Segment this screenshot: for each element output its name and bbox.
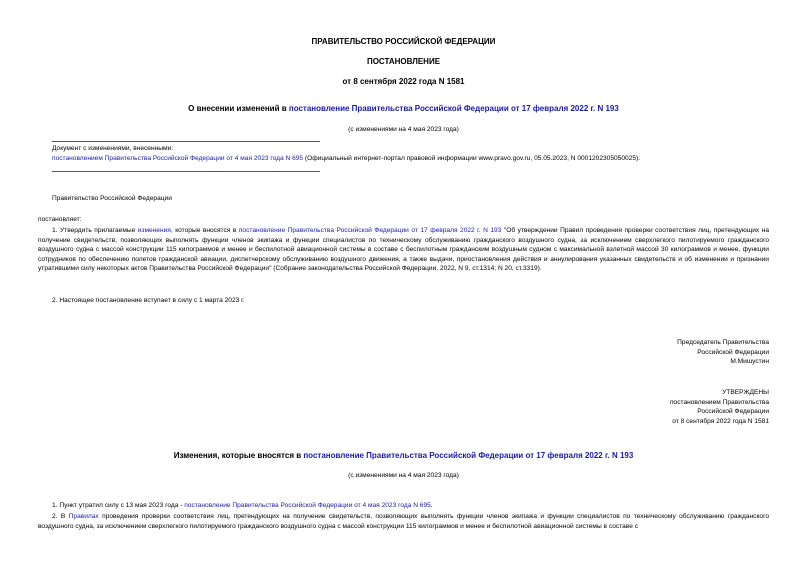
paragraph-2: 2. Настоящее постановление вступает в силу с 1 марта 2023 г.	[52, 297, 245, 304]
amending-decree-link[interactable]: постановлением Правительства Российской Федерации от 4 мая 2023 года N 695	[52, 154, 304, 162]
doc-title	[0, 103, 807, 115]
changes-edition-note: (с изменениями на 4 мая 2023 года)	[348, 472, 459, 479]
doc-title-prefix: О внесении изменений в	[188, 104, 289, 113]
changes-box-label: Документ с изменениями, внесенными:	[52, 145, 174, 152]
approved-country: Российской Федерации	[697, 408, 769, 416]
p1-text-b: , которые вносятся в	[170, 227, 239, 234]
changes-link[interactable]: изменения	[137, 227, 171, 234]
repeal-decree-link[interactable]: постановление Правительства Российской Федерации от 4 мая 2023 года N 695	[184, 502, 431, 509]
decree-193-link[interactable]: постановление Правительства Российской Федерации от 17 февраля 2022 г. N 193	[238, 227, 502, 234]
signature-title: Председатель Правительства	[677, 339, 769, 346]
changes-item-1	[52, 501, 769, 511]
divider-top	[52, 141, 320, 142]
rules-link[interactable]: Правилах	[68, 513, 99, 520]
approved-date: от 8 сентября 2022 года N 1581	[672, 417, 769, 425]
divider-bottom	[52, 171, 320, 172]
government-line: Правительство Российской Федерации	[52, 195, 172, 202]
p1-text-a: 1. Утвердить прилагаемые	[52, 227, 138, 234]
doc-date-number: от 8 сентября 2022 года N 1581	[342, 77, 465, 86]
p1-text-c: "Об утверждении Правил проведения проверки соответствия лиц, претендующих на получение свидетельств, позволяющих выполнять функции членов экипажа и функции специалистов по техническому обслуживанию гражданского воздушного судна, за исключением сверхлегкого пилотируемого гражданского воздушного судна с массой конструкции 115 килограммов и менее и беспилотной авиационной системы в составе с беспилотным гражданским воздушным судном с максимальной взлетной массой 30 килограммов и менее, функции сотрудников по обеспечению полетов гражданской авиации, диспетчерскому обслуживанию воздушного движения, а также выдачи, приостановления действия и аннулирования указанных свидетельств и об изменении и признании утратившими силу некоторых актов Правительства Российской Федерации" (Собрание законодательства Российской Федерации, 2022, N 9, ст.1314; N 20, ст.3319).	[38, 227, 770, 273]
signature-block	[677, 338, 769, 367]
changes-title	[0, 450, 807, 462]
approved-block	[670, 388, 769, 426]
paragraph-1	[38, 226, 769, 274]
changes-title-link[interactable]: постановление Правительства Российской Федерации от 17 февраля 2022 г. N 193	[303, 451, 634, 460]
approved-by: постановлением Правительства	[669, 398, 769, 406]
item1-text-a: 1. Пункт утратил силу с 13 мая 2023 года -	[52, 502, 185, 509]
item1-text-b: .	[430, 502, 433, 509]
item2-text-a: 2. В	[52, 513, 69, 520]
signature-name: М.Мишустин	[730, 358, 769, 366]
changes-item-2	[38, 512, 769, 531]
signature-country: Российской Федерации	[697, 348, 769, 356]
org-name: ПРАВИТЕЛЬСТВО РОССИЙСКОЙ ФЕДЕРАЦИИ	[311, 37, 496, 46]
changes-box-source	[52, 154, 772, 164]
approved-heading: УТВЕРЖДЕНЫ	[722, 389, 769, 396]
item2-text-b: проведения проверки соответствия лиц, претендующих на получение свидетельств, позволяющих выполнять функции членов экипажа и функции специалистов по техническому обслуживанию гражданского воздушного судна, за исключением сверхлегкого пилотируемого гражданского воздушного судна с массой конструкции 115 килограммов и менее и беспилотной авиационной системы в составе с	[38, 513, 769, 530]
decides-line: постановляет:	[38, 216, 82, 223]
changes-box	[52, 144, 772, 163]
changes-title-prefix: Изменения, которые вносятся в	[173, 451, 304, 460]
edition-note: (с изменениями на 4 мая 2023 года)	[348, 126, 459, 133]
doc-title-link[interactable]: постановление Правительства Российской Федерации от 17 февраля 2022 г. N 193	[288, 104, 619, 113]
doc-type: ПОСТАНОВЛЕНИЕ	[366, 57, 441, 66]
changes-box-source-rest: (Официальный интернет-портал правовой информации www.pravo.gov.ru, 05.05.2023, N 0001202305050025).	[303, 154, 641, 162]
